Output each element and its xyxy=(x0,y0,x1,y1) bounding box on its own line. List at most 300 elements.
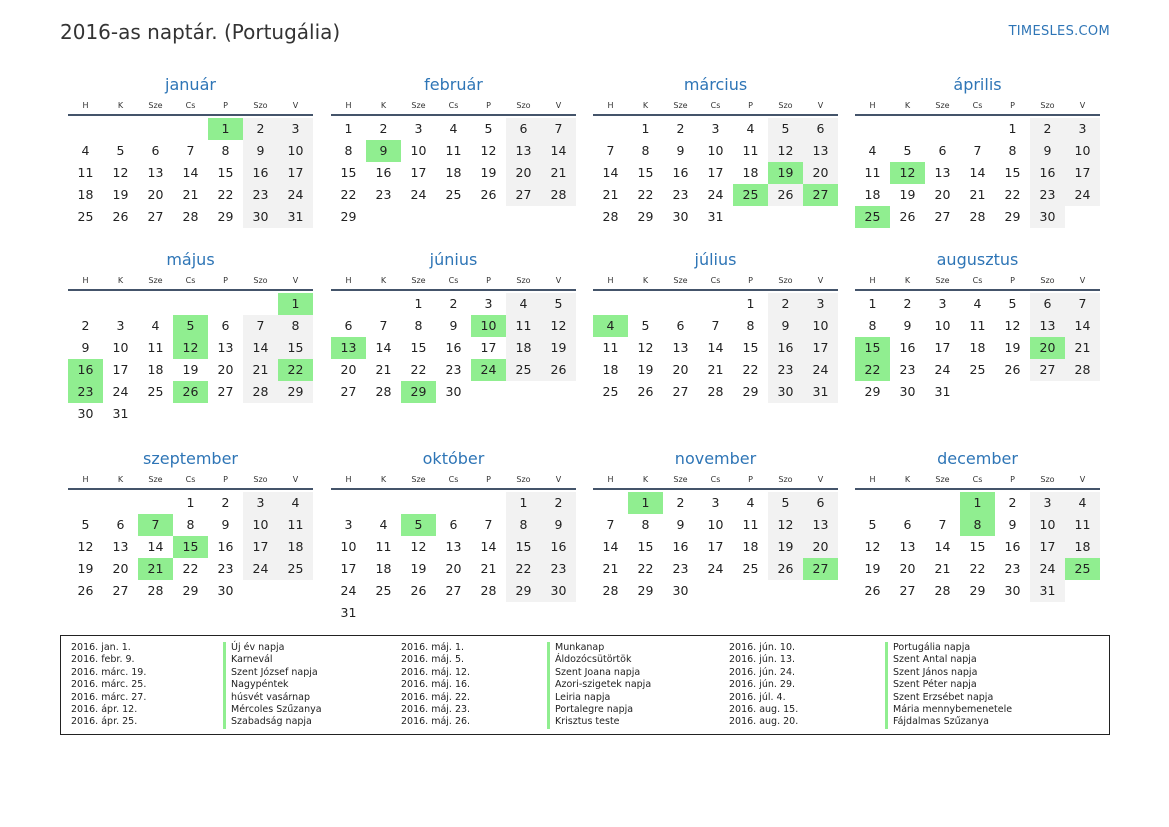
day-cell: 5 xyxy=(1008,296,1017,311)
day-grid xyxy=(331,118,576,248)
holiday-cell: 23 xyxy=(68,381,103,403)
day-cell: 4 xyxy=(379,517,388,532)
weekday-label: Sze xyxy=(148,101,163,110)
day-cell: 26 xyxy=(899,209,916,224)
day-cell: 13 xyxy=(672,340,689,355)
day-cell: 30 xyxy=(217,583,234,598)
day-cell: 16 xyxy=(375,165,392,180)
month-name: március xyxy=(683,75,748,94)
day-cell: 15 xyxy=(410,340,427,355)
month-name: november xyxy=(674,449,757,468)
day-cell: 24 xyxy=(707,561,724,576)
month-name: június xyxy=(429,250,478,269)
day-cell: 26 xyxy=(637,384,654,399)
day-cell: 21 xyxy=(375,362,392,377)
weekday-label: P xyxy=(486,276,491,285)
legend-holiday-name: Áldozócsütörtök xyxy=(547,654,651,666)
day-cell: 17 xyxy=(1030,536,1065,558)
weekday-label: P xyxy=(748,475,753,484)
day-cell: 6 xyxy=(903,517,912,532)
calendar-grid xyxy=(68,72,1102,624)
day-cell: 16 xyxy=(217,539,234,554)
day-cell: 5 xyxy=(81,517,90,532)
day-cell: 1 xyxy=(746,296,755,311)
day-cell: 13 xyxy=(217,340,234,355)
day-cell: 24 xyxy=(278,184,313,206)
day-cell: 3 xyxy=(344,517,353,532)
legend-holiday-name: Szabadság napja xyxy=(223,716,322,728)
legend-date: 2016. aug. 15. xyxy=(729,703,799,715)
day-cell: 20 xyxy=(934,187,951,202)
day-cell: 24 xyxy=(1030,558,1065,580)
day-cell: 8 xyxy=(1008,143,1017,158)
legend-holiday-name: Portalegre napja xyxy=(547,704,651,716)
day-cell: 6 xyxy=(221,318,230,333)
day-cell: 27 xyxy=(672,384,689,399)
weekday-label: H xyxy=(82,276,89,285)
weekday-label: V xyxy=(555,276,562,285)
holiday-cell: 5 xyxy=(401,514,436,536)
day-cell: 31 xyxy=(278,206,313,228)
day-cell: 15 xyxy=(506,536,541,558)
day-cell: 20 xyxy=(803,162,838,184)
legend-holiday-name: Szent János napja xyxy=(885,667,1012,679)
day-cell: 2 xyxy=(81,318,90,333)
day-cell: 2 xyxy=(221,495,230,510)
day-cell: 12 xyxy=(864,539,881,554)
weekday-label: Sze xyxy=(411,101,426,110)
day-grid xyxy=(331,492,576,622)
day-cell: 19 xyxy=(864,561,881,576)
day-cell: 21 xyxy=(707,362,724,377)
day-cell: 29 xyxy=(637,583,654,598)
day-cell: 31 xyxy=(1030,580,1065,602)
day-cell: 18 xyxy=(1065,536,1100,558)
day-grid xyxy=(593,492,838,622)
day-cell: 17 xyxy=(410,165,427,180)
weekday-label: Szo xyxy=(516,101,531,110)
weekday-label: P xyxy=(223,276,228,285)
weekday-label: H xyxy=(607,475,614,484)
day-cell: 19 xyxy=(410,561,427,576)
day-cell: 12 xyxy=(77,539,94,554)
day-cell: 28 xyxy=(147,583,164,598)
holiday-cell: 25 xyxy=(733,184,768,206)
day-cell: 20 xyxy=(899,561,916,576)
day-cell: 2 xyxy=(1030,118,1065,140)
weekday-label: H xyxy=(345,475,352,484)
holiday-cell: 27 xyxy=(803,558,838,580)
day-cell: 7 xyxy=(186,143,195,158)
day-cell: 18 xyxy=(742,539,759,554)
day-cell: 20 xyxy=(803,536,838,558)
weekday-label: Cs xyxy=(448,276,459,285)
holiday-cell: 15 xyxy=(173,536,208,558)
day-cell: 17 xyxy=(340,561,357,576)
day-cell: 28 xyxy=(602,209,619,224)
day-cell: 8 xyxy=(414,318,423,333)
holiday-cell: 16 xyxy=(68,359,103,381)
holiday-cell: 15 xyxy=(855,337,890,359)
day-cell: 21 xyxy=(969,187,986,202)
day-cell: 31 xyxy=(803,381,838,403)
day-cell: 21 xyxy=(602,187,619,202)
holiday-cell: 26 xyxy=(173,381,208,403)
legend-date: 2016. febr. 9. xyxy=(71,654,135,666)
day-cell: 25 xyxy=(602,384,619,399)
day-cell: 16 xyxy=(768,337,803,359)
day-cell: 18 xyxy=(375,561,392,576)
day-cell: 27 xyxy=(934,209,951,224)
weekday-header xyxy=(68,272,313,291)
month-9 xyxy=(68,446,313,622)
weekday-label: Szo xyxy=(778,276,793,285)
day-cell: 8 xyxy=(278,315,313,337)
legend-date: 2016. jún. 24. xyxy=(729,666,796,678)
day-cell: 14 xyxy=(182,165,199,180)
day-cell: 23 xyxy=(672,187,689,202)
day-cell: 13 xyxy=(899,539,916,554)
weekday-label: P xyxy=(486,475,491,484)
day-cell: 19 xyxy=(480,165,497,180)
day-cell: 16 xyxy=(1030,162,1065,184)
day-cell: 29 xyxy=(217,209,234,224)
day-cell: 18 xyxy=(864,187,881,202)
day-cell: 14 xyxy=(934,539,951,554)
day-cell: 7 xyxy=(243,315,278,337)
day-cell: 30 xyxy=(77,406,94,421)
day-cell: 4 xyxy=(81,143,90,158)
day-cell: 12 xyxy=(637,340,654,355)
weekday-label: Sze xyxy=(673,276,688,285)
weekday-label: Szo xyxy=(253,475,268,484)
legend-holiday-name: Munkanap xyxy=(547,642,651,654)
day-cell: 6 xyxy=(449,517,458,532)
weekday-label: P xyxy=(1010,475,1015,484)
legend-date: 2016. máj. 12. xyxy=(401,666,471,678)
day-cell: 27 xyxy=(217,384,234,399)
day-cell: 3 xyxy=(711,121,720,136)
legend-holiday-name: Fájdalmas Szűzanya xyxy=(885,716,1012,728)
weekday-header xyxy=(593,97,838,116)
month-name: december xyxy=(937,449,1018,468)
day-cell: 27 xyxy=(112,583,129,598)
weekday-label: H xyxy=(607,101,614,110)
holiday-cell: 12 xyxy=(173,337,208,359)
weekday-label: H xyxy=(869,276,876,285)
day-cell: 28 xyxy=(541,184,576,206)
day-cell: 23 xyxy=(1030,184,1065,206)
day-cell: 11 xyxy=(445,143,462,158)
day-cell: 14 xyxy=(1065,315,1100,337)
day-cell: 5 xyxy=(768,118,803,140)
day-cell: 11 xyxy=(969,318,986,333)
day-cell: 11 xyxy=(602,340,619,355)
day-cell: 3 xyxy=(484,296,493,311)
legend-date: 2016. máj. 26. xyxy=(401,716,471,728)
weekday-label: V xyxy=(817,101,824,110)
day-cell: 20 xyxy=(112,561,129,576)
day-cell: 17 xyxy=(707,539,724,554)
month-12 xyxy=(855,446,1100,622)
day-cell: 2 xyxy=(243,118,278,140)
weekday-label: V xyxy=(817,276,824,285)
day-cell: 9 xyxy=(81,340,90,355)
weekday-label: Szo xyxy=(516,475,531,484)
day-cell: 7 xyxy=(606,517,615,532)
day-cell: 10 xyxy=(278,140,313,162)
day-cell: 27 xyxy=(147,209,164,224)
day-cell: 11 xyxy=(742,143,759,158)
holiday-cell: 22 xyxy=(855,359,890,381)
day-cell: 26 xyxy=(77,583,94,598)
day-cell: 9 xyxy=(903,318,912,333)
day-cell: 23 xyxy=(375,187,392,202)
day-cell: 3 xyxy=(414,121,423,136)
day-cell: 10 xyxy=(112,340,129,355)
holiday-cell: 12 xyxy=(890,162,925,184)
day-cell: 30 xyxy=(899,384,916,399)
day-cell: 13 xyxy=(934,165,951,180)
day-cell: 30 xyxy=(1030,206,1065,228)
weekday-label: Szo xyxy=(778,475,793,484)
day-cell: 9 xyxy=(1030,140,1065,162)
weekday-header xyxy=(68,471,313,490)
day-cell: 15 xyxy=(340,165,357,180)
day-cell: 21 xyxy=(243,359,278,381)
day-cell: 28 xyxy=(480,583,497,598)
day-cell: 26 xyxy=(1004,362,1021,377)
day-cell: 27 xyxy=(340,384,357,399)
day-cell: 17 xyxy=(707,165,724,180)
day-grid xyxy=(855,118,1100,248)
holiday-cell: 10 xyxy=(471,315,506,337)
weekday-label: Szo xyxy=(516,276,531,285)
weekday-label: H xyxy=(345,101,352,110)
day-cell: 6 xyxy=(803,118,838,140)
day-cell: 22 xyxy=(637,561,654,576)
day-cell: 6 xyxy=(803,492,838,514)
day-cell: 3 xyxy=(278,118,313,140)
legend-date: 2016. máj. 23. xyxy=(401,703,471,715)
weekday-label: V xyxy=(1079,101,1086,110)
weekday-header xyxy=(68,97,313,116)
day-cell: 22 xyxy=(217,187,234,202)
holiday-legend xyxy=(60,635,1110,735)
weekday-header xyxy=(331,272,576,291)
day-cell: 15 xyxy=(217,165,234,180)
month-8 xyxy=(855,247,1100,423)
weekday-label: Sze xyxy=(935,101,950,110)
day-cell: 26 xyxy=(768,184,803,206)
day-cell: 2 xyxy=(768,293,803,315)
month-4 xyxy=(855,72,1100,248)
month-name: január xyxy=(165,75,216,94)
day-cell: 15 xyxy=(637,539,654,554)
month-name: július xyxy=(694,250,737,269)
day-cell: 30 xyxy=(672,209,689,224)
day-cell: 23 xyxy=(672,561,689,576)
day-cell: 16 xyxy=(445,340,462,355)
day-cell: 8 xyxy=(868,318,877,333)
day-grid xyxy=(593,118,838,248)
holiday-cell: 1 xyxy=(278,293,313,315)
day-cell: 19 xyxy=(541,337,576,359)
weekday-label: Sze xyxy=(935,276,950,285)
day-cell: 9 xyxy=(221,517,230,532)
day-cell: 31 xyxy=(707,209,724,224)
weekday-label: Sze xyxy=(411,276,426,285)
day-cell: 10 xyxy=(707,143,724,158)
day-cell: 15 xyxy=(637,165,654,180)
weekday-label: V xyxy=(292,276,299,285)
weekday-label: V xyxy=(817,475,824,484)
day-cell: 20 xyxy=(217,362,234,377)
day-cell: 12 xyxy=(112,165,129,180)
weekday-label: K xyxy=(117,475,124,484)
holiday-cell: 13 xyxy=(331,337,366,359)
legend-holiday-name: Azori-szigetek napja xyxy=(547,679,651,691)
day-cell: 27 xyxy=(899,583,916,598)
day-cell: 25 xyxy=(969,362,986,377)
holiday-cell: 25 xyxy=(855,206,890,228)
day-cell: 8 xyxy=(746,318,755,333)
holiday-cell: 22 xyxy=(278,359,313,381)
day-cell: 12 xyxy=(541,315,576,337)
day-cell: 16 xyxy=(899,340,916,355)
day-cell: 10 xyxy=(1065,140,1100,162)
day-cell: 5 xyxy=(641,318,650,333)
day-cell: 30 xyxy=(768,381,803,403)
holiday-cell: 9 xyxy=(366,140,401,162)
legend-date: 2016. máj. 5. xyxy=(401,654,465,666)
weekday-label: V xyxy=(1079,276,1086,285)
legend-holiday-name: Új év napja xyxy=(223,642,322,654)
legend-holiday-name: Portugália napja xyxy=(885,642,1012,654)
holiday-cell: 25 xyxy=(1065,558,1100,580)
weekday-label: K xyxy=(904,101,911,110)
day-cell: 4 xyxy=(449,121,458,136)
weekday-label: Sze xyxy=(673,101,688,110)
month-11 xyxy=(593,446,838,622)
weekday-label: Cs xyxy=(972,101,983,110)
day-cell: 28 xyxy=(182,209,199,224)
day-cell: 1 xyxy=(414,296,423,311)
day-cell: 16 xyxy=(1004,539,1021,554)
day-cell: 18 xyxy=(602,362,619,377)
weekday-label: P xyxy=(1010,101,1015,110)
day-cell: 14 xyxy=(541,140,576,162)
day-cell: 29 xyxy=(1004,209,1021,224)
day-cell: 10 xyxy=(707,517,724,532)
legend-dates-1 xyxy=(71,642,146,729)
day-cell: 18 xyxy=(445,165,462,180)
day-cell: 30 xyxy=(672,583,689,598)
day-cell: 4 xyxy=(1065,492,1100,514)
weekday-label: K xyxy=(380,101,387,110)
day-cell: 17 xyxy=(112,362,129,377)
day-cell: 7 xyxy=(484,517,493,532)
day-cell: 19 xyxy=(112,187,129,202)
holiday-cell: 19 xyxy=(768,162,803,184)
day-cell: 3 xyxy=(243,492,278,514)
holiday-cell: 8 xyxy=(960,514,995,536)
weekday-label: H xyxy=(345,276,352,285)
legend-date: 2016. ápr. 25. xyxy=(71,716,138,728)
day-cell: 20 xyxy=(445,561,462,576)
day-cell: 22 xyxy=(506,558,541,580)
day-cell: 5 xyxy=(116,143,125,158)
holiday-cell: 20 xyxy=(1030,337,1065,359)
day-cell: 9 xyxy=(1008,517,1017,532)
day-cell: 29 xyxy=(742,384,759,399)
day-cell: 4 xyxy=(506,293,541,315)
day-cell: 11 xyxy=(864,165,881,180)
weekday-label: Cs xyxy=(710,101,721,110)
day-cell: 3 xyxy=(1030,492,1065,514)
legend-holiday-name: Szent Erzsébet napja xyxy=(885,692,1012,704)
legend-date: 2016. jún. 13. xyxy=(729,654,796,666)
day-cell: 30 xyxy=(243,206,278,228)
day-cell: 25 xyxy=(147,384,164,399)
day-cell: 9 xyxy=(676,143,685,158)
day-grid xyxy=(855,293,1100,423)
day-cell: 7 xyxy=(1065,293,1100,315)
day-cell: 11 xyxy=(278,514,313,536)
day-cell: 29 xyxy=(340,209,357,224)
legend-holiday-name: Szent József napja xyxy=(223,667,322,679)
day-cell: 3 xyxy=(711,495,720,510)
day-grid xyxy=(593,293,838,423)
legend-date: 2016. jún. 10. xyxy=(729,642,796,653)
day-cell: 14 xyxy=(243,337,278,359)
day-cell: 24 xyxy=(707,187,724,202)
day-cell: 21 xyxy=(602,561,619,576)
day-cell: 24 xyxy=(340,583,357,598)
weekday-label: H xyxy=(869,101,876,110)
weekday-label: Szo xyxy=(778,101,793,110)
month-name: február xyxy=(424,75,483,94)
day-cell: 20 xyxy=(340,362,357,377)
month-name: szeptember xyxy=(142,449,238,468)
day-cell: 6 xyxy=(1030,293,1065,315)
weekday-label: Szo xyxy=(1040,475,1055,484)
legend-date: 2016. ápr. 12. xyxy=(71,703,138,715)
day-cell: 22 xyxy=(182,561,199,576)
brand-link[interactable]: TIMESLES.COM xyxy=(1008,24,1110,39)
day-cell: 8 xyxy=(641,517,650,532)
legend-date: 2016. máj. 1. xyxy=(401,642,465,653)
weekday-label: K xyxy=(117,276,124,285)
weekday-label: V xyxy=(292,475,299,484)
day-cell: 26 xyxy=(410,583,427,598)
day-cell: 4 xyxy=(973,296,982,311)
day-cell: 9 xyxy=(768,315,803,337)
day-cell: 20 xyxy=(672,362,689,377)
day-cell: 26 xyxy=(112,209,129,224)
weekday-label: Cs xyxy=(710,475,721,484)
weekday-label: V xyxy=(555,475,562,484)
weekday-label: Szo xyxy=(1040,101,1055,110)
day-cell: 1 xyxy=(641,121,650,136)
day-cell: 25 xyxy=(77,209,94,224)
day-cell: 3 xyxy=(938,296,947,311)
day-cell: 2 xyxy=(379,121,388,136)
weekday-label: Cs xyxy=(185,475,196,484)
day-cell: 9 xyxy=(541,514,576,536)
legend-holiday-name: húsvét vasárnap xyxy=(223,692,322,704)
day-cell: 25 xyxy=(742,561,759,576)
